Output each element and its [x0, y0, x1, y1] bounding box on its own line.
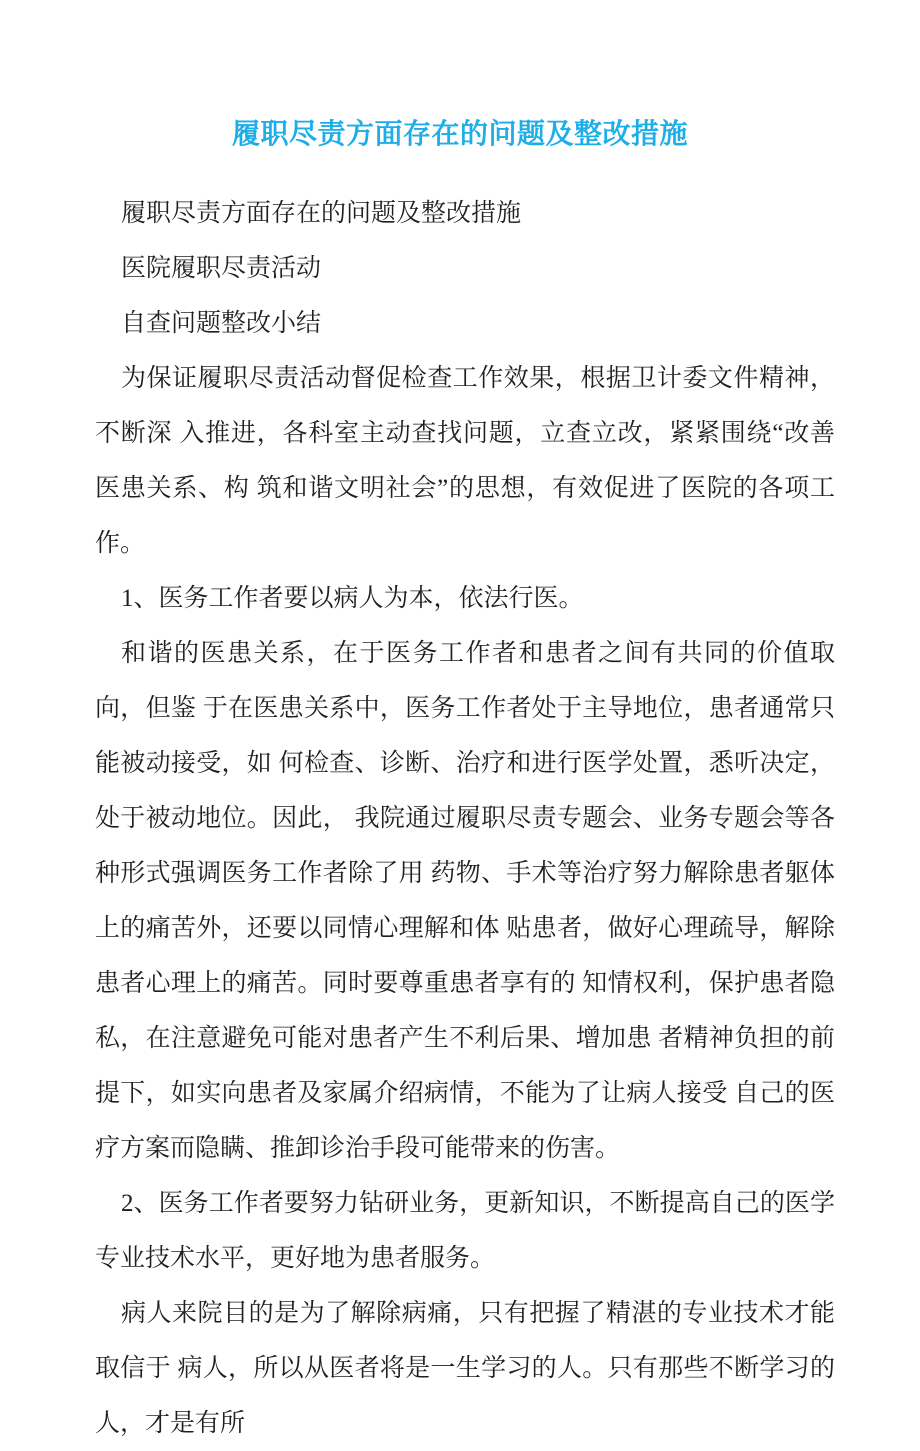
- heading-line-3: 自查问题整改小结: [121, 310, 322, 337]
- paragraph-item-1-heading: 1、医务工作者要以病人为本，依法行医。: [121, 585, 584, 612]
- document-body: [95, 186, 835, 1451]
- paragraph-item-2-body: 病人来院目的是为了解除病痛，只有把握了精湛的专业技术才能取信于 病人，所以从医者将是一生学习的人。只有那些不断学习的人，才是有所: [95, 1300, 835, 1437]
- paragraph-item-1-body: 和谐的医患关系，在于医务工作者和患者之间有共同的价值取向，但鉴 于在医患关系中，医务工作者处于主导地位，患者通常只能被动接受，如 何检查、诊断、治疗和进行医学处置，悉听决定，处于被动地位。因此， 我院通过履职尽责专题会、业务专题会等各种形式强调医务工作者除了用 药物、手术等治疗努力解除患者躯体上的痛苦外，还要以同情心理解和体 贴患者，做好心理疏导，解除患者心理上的痛苦。同时要尊重患者享有的 知情权利，保护患者隐私，在注意避免可能对患者产生不利后果、增加患 者精神负担的前提下，如实向患者及家属介绍病情，不能为了让病人接受 自己的医疗方案而隐瞒、推卸诊治手段可能带来的伤害。: [95, 640, 835, 1162]
- paragraph-item-2-heading: 2、医务工作者要努力钻研业务，更新知识，不断提高自己的医学专业技术水平，更好地为患者服务。: [95, 1190, 835, 1272]
- paragraph-intro: 为保证履职尽责活动督促检查工作效果，根据卫计委文件精神，不断深 入推进，各科室主动查找问题，立查立改，紧紧围绕“改善医患关系、构 筑和谐文明社会”的思想，有效促进了医院的各项工作。: [95, 365, 835, 557]
- heading-line-1: 履职尽责方面存在的问题及整改措施: [121, 200, 522, 227]
- page-title: 履职尽责方面存在的问题及整改措施: [231, 118, 688, 150]
- heading-line-2: 医院履职尽责活动: [121, 255, 322, 282]
